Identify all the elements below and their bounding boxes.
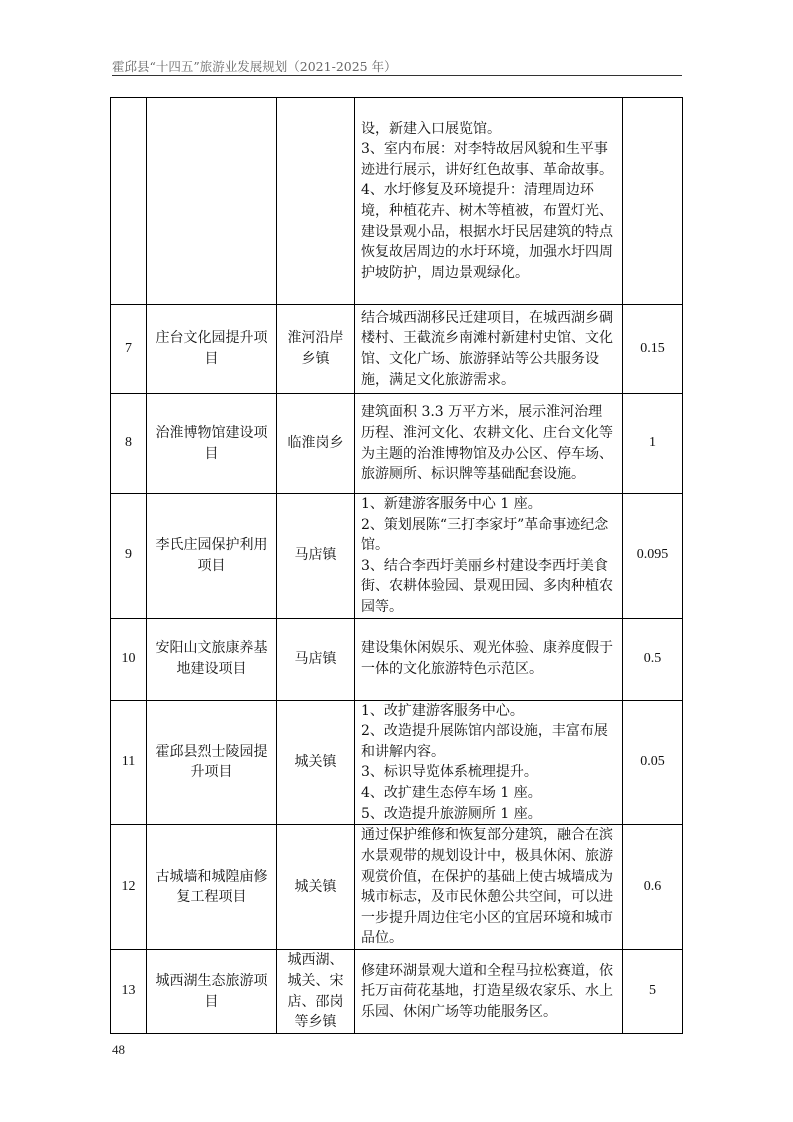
header-divider (112, 75, 682, 76)
project-content (355, 305, 623, 394)
row-number: 11 (111, 700, 147, 825)
row-number: 13 (111, 950, 147, 1034)
project-location: 马店镇 (277, 618, 355, 700)
row-number: 8 (111, 394, 147, 494)
project-name: 城西湖生态旅游项目 (147, 950, 277, 1034)
content-line: 修建环湖景观大道和全程马拉松赛道，依托万亩荷花基地，打造星级农家乐、水上乐园、休闲广场等功能服务区。 (361, 962, 613, 1020)
content-line: 通过保护维修和恢复部分建筑，融合在滨水景观带的规划设计中，极具休闲、旅游观赏价值，在保护的基础上使古城墙成为城市标志，及市民休憩公共空间，可以进一步提升周边住宅小区的宜居环境和城市品位。 (361, 827, 613, 947)
project-content (355, 950, 623, 1034)
project-location: 城关镇 (277, 825, 355, 950)
row-number: 7 (111, 305, 147, 394)
project-content (355, 98, 623, 305)
project-location: 临淮岗乡 (277, 394, 355, 494)
project-location (277, 98, 355, 305)
investment-amount: 0.15 (623, 305, 683, 394)
table-row (111, 700, 683, 825)
project-name: 霍邱县烈士陵园提升项目 (147, 700, 277, 825)
content-line: 2、策划展陈“三打李家圩”革命事迹纪念馆。 (361, 516, 609, 554)
table-row (111, 950, 683, 1034)
project-location: 城关镇 (277, 700, 355, 825)
project-content (355, 618, 623, 700)
investment-amount: 0.5 (623, 618, 683, 700)
investment-amount: 0.095 (623, 494, 683, 619)
table-row (111, 494, 683, 619)
project-location: 城西湖、城关、宋店、邵岗等乡镇 (277, 950, 355, 1034)
table-row (111, 394, 683, 494)
content-line: 3、结合李西圩美丽乡村建设李西圩美食街、农耕体验园、景观田园、多肉种植农园等。 (361, 557, 613, 615)
content-line: 设，新建入口展览馆。 (361, 120, 501, 137)
table-row (111, 825, 683, 950)
investment-amount: 1 (623, 394, 683, 494)
content-line: 3、标识导览体系梳理提升。 (361, 764, 538, 781)
investment-amount: 5 (623, 950, 683, 1034)
page-number: 48 (112, 1042, 125, 1057)
table-row (111, 618, 683, 700)
content-line: 1、改扩建游客服务中心。 (361, 702, 524, 719)
table-row (111, 305, 683, 394)
row-number: 10 (111, 618, 147, 700)
project-location: 淮河沿岸乡镇 (277, 305, 355, 394)
content-line: 3、室内布展：对李特故居风貌和生平事迹进行展示，讲好红色故事、革命故事。 (361, 141, 613, 178)
project-content (355, 494, 623, 619)
project-name: 古城墙和城隍庙修复工程项目 (147, 825, 277, 950)
investment-amount: 0.6 (623, 825, 683, 950)
content-line: 5、改造提升旅游厕所 1 座。 (361, 805, 542, 822)
row-number (111, 98, 147, 305)
content-line: 2、改造提升展陈馆内部设施，丰富布展和讲解内容。 (361, 723, 608, 760)
project-location: 马店镇 (277, 494, 355, 619)
project-content (355, 825, 623, 950)
running-header: 霍邱县“十四五”旅游业发展规划（2021-2025 年） (112, 59, 397, 74)
project-name: 李氏庄园保护利用项目 (147, 494, 277, 619)
row-number: 9 (111, 494, 147, 619)
content-line: 4、水圩修复及环境提升：清理周边环境，种植花卉、树木等植被，布置灯光、建设景观小品，根据水圩民居建筑的特点恢复故居周边的水圩环境，加强水圩四周护坡防护，周边景观绿化。 (361, 182, 613, 281)
investment-amount: 0.05 (623, 700, 683, 825)
table-row (111, 98, 683, 305)
project-name (147, 98, 277, 305)
investment-amount (623, 98, 683, 305)
project-name: 治淮博物馆建设项目 (147, 394, 277, 494)
project-table (110, 97, 683, 1034)
content-line: 结合城西湖移民迁建项目，在城西湖乡碉楼村、王截流乡南滩村新建村史馆、文化馆、文化广场、旅游驿站等公共服务设施，满足文化旅游需求。 (361, 309, 613, 388)
project-name: 庄台文化园提升项目 (147, 305, 277, 394)
content-line: 建筑面积 3.3 万平方米，展示淮河治理历程、淮河文化、农耕文化、庄台文化等为主题的治淮博物馆及办公区、停车场、旅游厕所、标识牌等基础配套设施。 (361, 404, 613, 483)
content-line: 建设集休闲娱乐、观光体验、康养度假于一体的文化旅游特色示范区。 (361, 640, 613, 678)
content-line: 4、改扩建生态停车场 1 座。 (361, 784, 542, 801)
content-line: 1、新建游客服务中心 1 座。 (361, 496, 542, 512)
project-content (355, 394, 623, 494)
project-content (355, 700, 623, 825)
row-number: 12 (111, 825, 147, 950)
project-name: 安阳山文旅康养基地建设项目 (147, 618, 277, 700)
